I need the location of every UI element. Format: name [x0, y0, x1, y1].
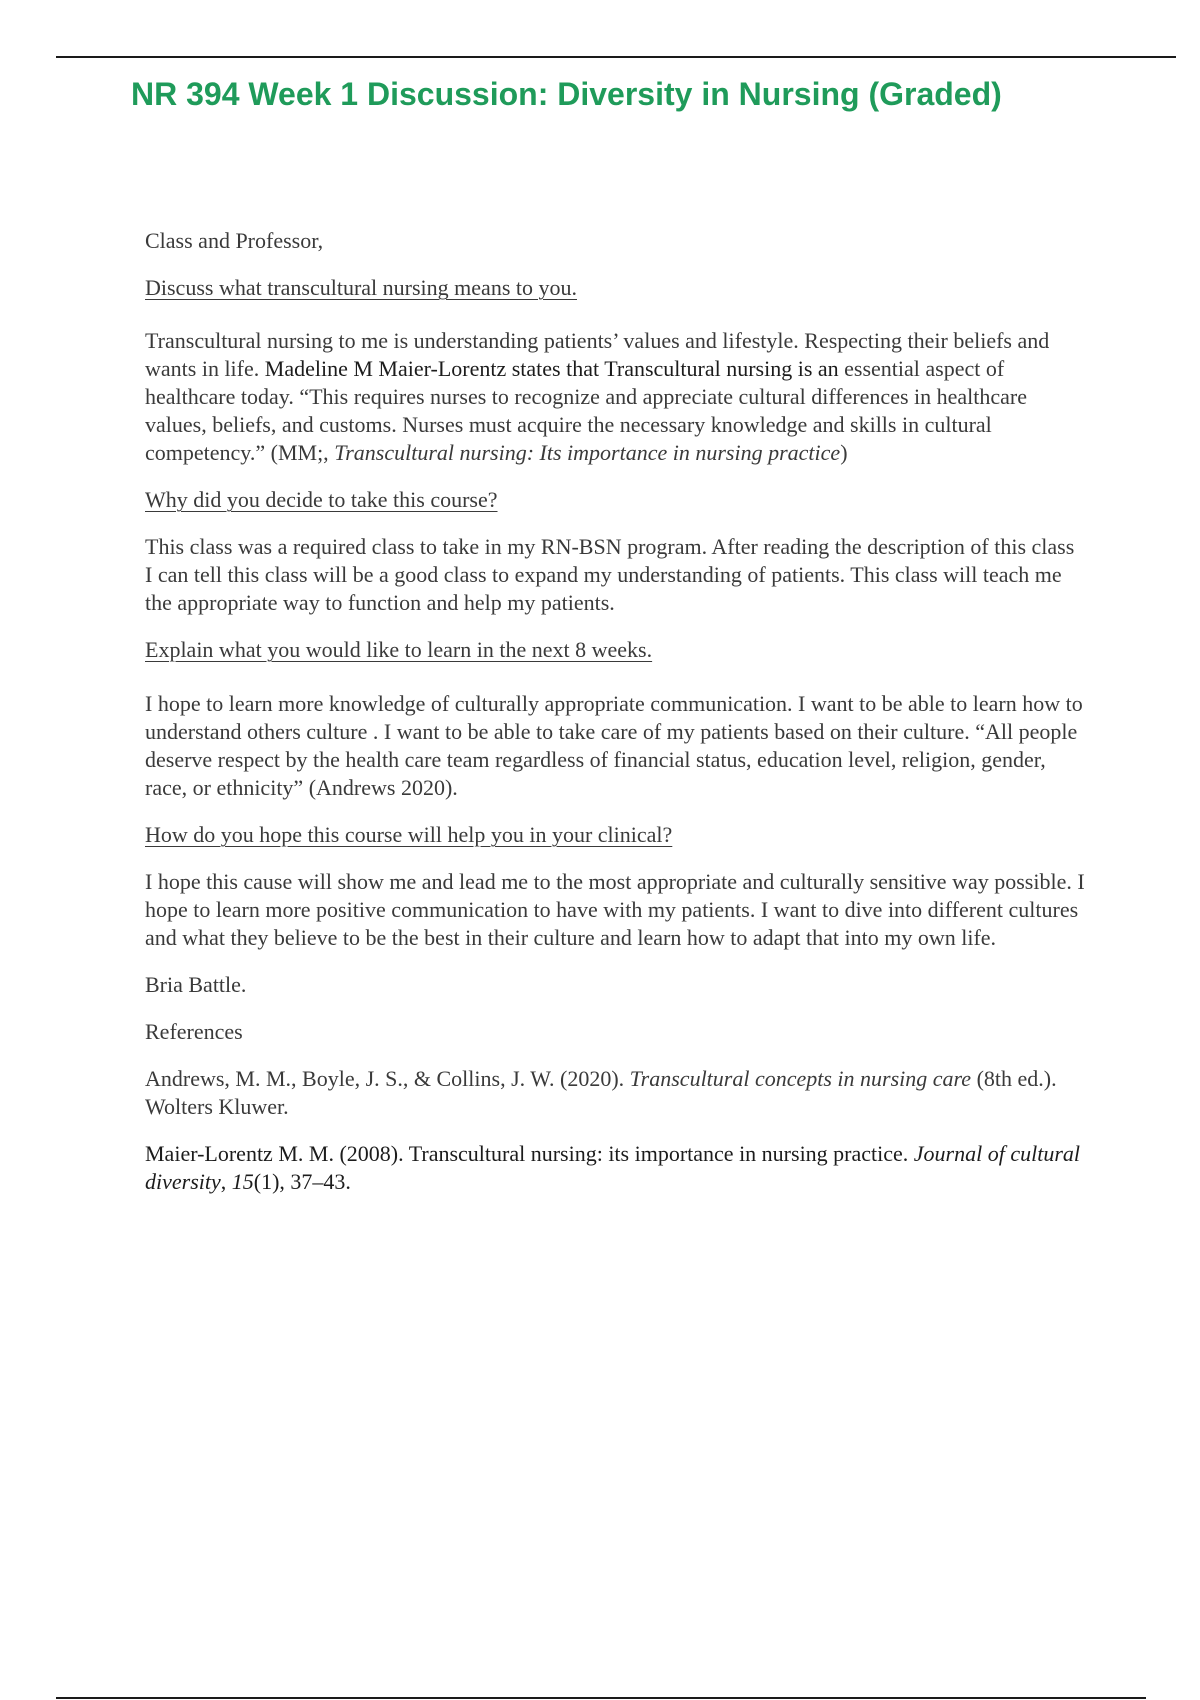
reference-journal: Journal of cultural diversity: [145, 1141, 1081, 1194]
reference-authors: Maier-Lorentz M. M. (2008). Transcultural nursing: its importance in nursing practice.: [145, 1141, 914, 1166]
answer-clinical-help: I hope this cause will show me and lead me to the most appropriate and culturally sensitive way possible. I hope to learn more positive communication to have with my patients. I want to dive into different cultures and what they believe to be the best in their culture and learn how to adapt that into my own life.: [145, 869, 1085, 950]
reference-item: [145, 1065, 1085, 1121]
question-learning-goals: Explain what you would like to learn in the next 8 weeks.: [145, 637, 653, 662]
answer-citation-title: Transcultural nursing: Its importance in nursing practice: [334, 440, 841, 465]
document-title: NR 394 Week 1 Discussion: Diversity in Nursing (Graded): [131, 76, 1002, 112]
answer-text: ): [840, 440, 848, 465]
top-divider: [56, 56, 1176, 58]
question-why-course: Why did you decide to take this course?: [145, 487, 498, 512]
question-transcultural-meaning: Discuss what transcultural nursing means to you.: [145, 275, 577, 300]
answer-text: Transcultural nursing to me is understanding patients’ values and lifestyle. Respecting their beliefs and wants in life.: [145, 328, 1050, 381]
answer-learning-goals: I hope to learn more knowledge of culturally appropriate communication. I want to be able to learn how to understand others culture . I want to be able to take care of my patients based on their culture. “All people deserve respect by the health care team regardless of financial status, education level, religion, gender, race, or ethnicity” (Andrews 2020).: [145, 691, 1083, 800]
question-clinical-help: How do you hope this course will help you in your clinical?: [145, 822, 673, 847]
signature: Bria Battle.: [145, 972, 247, 997]
reference-volume: 15: [231, 1169, 254, 1194]
reference-separator: ,: [220, 1169, 232, 1194]
reference-authors: Andrews, M. M., Boyle, J. S., & Collins, J. W. (2020).: [145, 1066, 630, 1091]
reference-item: [145, 1140, 1085, 1196]
references-heading: References: [145, 1019, 243, 1044]
reference-details: (8th ed.). Wolters Kluwer.: [145, 1066, 1057, 1119]
answer-transcultural-meaning: [145, 327, 1085, 467]
answer-emphasis: Madeline M Maier-Lorentz states that Transcultural nursing is an: [264, 356, 839, 381]
reference-title: Transcultural concepts in nursing care: [629, 1066, 972, 1091]
greeting: Class and Professor,: [145, 228, 324, 253]
document-body: [145, 227, 1085, 1215]
answer-why-course: This class was a required class to take in my RN-BSN program. After reading the description of this class I can tell this class will be a good class to expand my understanding of patients. This class will teach me the appropriate way to function and help my patients.: [145, 534, 1075, 615]
answer-text: essential aspect of healthcare today. “This requires nurses to recognize and appreciate cultural differences in healthcare values, beliefs, and customs. Nurses must acquire the necessary knowledge and skills in cultural competency.” (MM;,: [145, 356, 1028, 465]
reference-details: (1), 37–43.: [253, 1169, 351, 1194]
bottom-divider: [56, 1697, 1146, 1699]
